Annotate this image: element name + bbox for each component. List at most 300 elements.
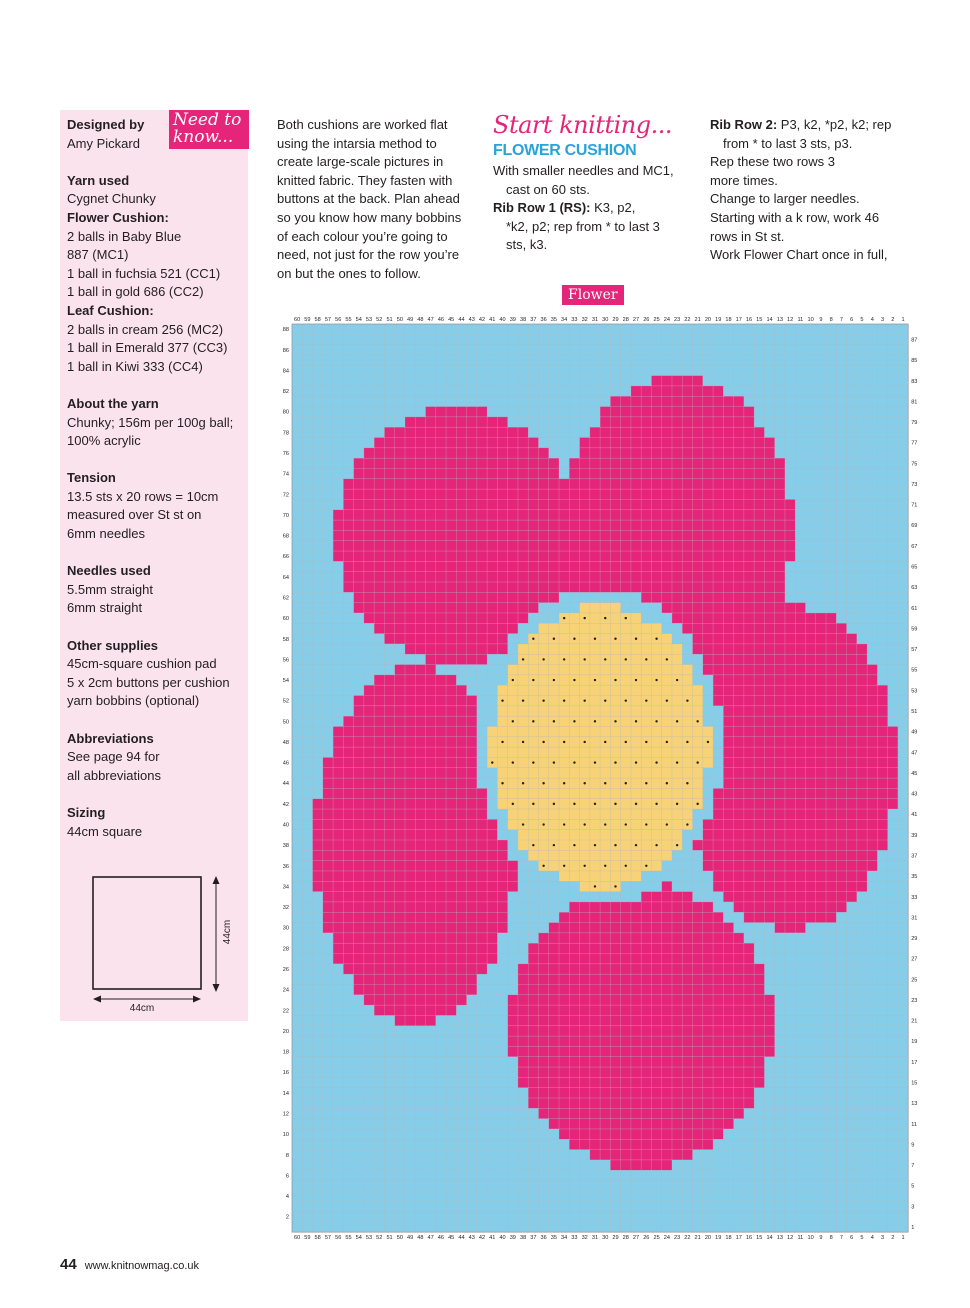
sidebar-line: See page 94 for bbox=[67, 749, 160, 765]
column-tick-label: 30 bbox=[602, 317, 609, 323]
sidebar-line: 1 ball in Emerald 377 (CC3) bbox=[67, 340, 228, 356]
row-tick-label: 7 bbox=[911, 1163, 915, 1170]
column-tick-label: 18 bbox=[725, 1235, 732, 1242]
column-tick-label: 57 bbox=[324, 1235, 332, 1242]
column-tick-label: 23 bbox=[674, 1235, 681, 1242]
row-tick-label: 5 bbox=[911, 1183, 915, 1190]
intro-line: Both cushions are worked flat bbox=[277, 117, 448, 132]
rib-row-2 bbox=[710, 116, 915, 135]
pattern-line: more times. bbox=[710, 172, 778, 188]
column-tick-label: 58 bbox=[314, 317, 321, 323]
column-tick-label: 42 bbox=[478, 1235, 486, 1242]
row-tick-label: 74 bbox=[282, 471, 289, 478]
column-tick-label: 29 bbox=[612, 1235, 619, 1242]
stitch-dot bbox=[676, 679, 678, 681]
row-tick-label: 16 bbox=[282, 1070, 289, 1077]
sidebar-line: Cygnet Chunky bbox=[67, 191, 156, 207]
stitch-dot bbox=[696, 720, 698, 722]
row-tick-label: 88 bbox=[282, 327, 289, 334]
row-tick-label: 54 bbox=[282, 678, 289, 685]
need-to-know-sidebar bbox=[60, 110, 248, 1021]
stitch-dot bbox=[655, 720, 657, 722]
intro-line: need, not just for the row you’re bbox=[277, 247, 460, 263]
stitch-dot bbox=[625, 617, 627, 619]
petal-run bbox=[333, 551, 795, 561]
row-tick-label: 4 bbox=[285, 1194, 289, 1201]
pattern-line: from * to last 3 sts, p3. bbox=[723, 135, 853, 151]
sidebar-line: 5.5mm straight bbox=[67, 581, 153, 597]
column-tick-label: 10 bbox=[807, 1235, 814, 1242]
row-tick-label: 68 bbox=[282, 533, 289, 540]
column-tick-label: 5 bbox=[860, 317, 864, 323]
row-tick-label: 41 bbox=[911, 812, 918, 819]
sidebar-line: 45cm-square cushion pad bbox=[67, 656, 217, 672]
column-tick-label: 40 bbox=[499, 317, 506, 323]
width-arrow-right-icon bbox=[193, 996, 201, 1003]
column-tick-label: 41 bbox=[489, 317, 496, 323]
stitch-dot bbox=[625, 865, 627, 867]
column-tick-label: 7 bbox=[839, 317, 844, 323]
row-tick-label: 84 bbox=[282, 368, 289, 375]
column-tick-label: 50 bbox=[396, 1235, 403, 1242]
row-tick-label: 75 bbox=[911, 461, 918, 468]
petal-run bbox=[693, 644, 868, 654]
row-tick-label: 20 bbox=[282, 1028, 289, 1035]
column-tick-label: 36 bbox=[540, 317, 547, 323]
sidebar-line bbox=[67, 618, 252, 637]
column-tick-label: 35 bbox=[550, 317, 558, 323]
stitch-dot bbox=[594, 761, 596, 763]
column-tick-label: 6 bbox=[850, 1235, 854, 1242]
column-tick-label: 10 bbox=[807, 317, 814, 323]
row-tick-label: 18 bbox=[282, 1049, 289, 1056]
column-tick-label: 40 bbox=[499, 1235, 506, 1242]
petal-run bbox=[723, 747, 898, 757]
column-tick-label: 39 bbox=[509, 317, 516, 323]
row-tick-label: 25 bbox=[911, 977, 918, 984]
petal-run bbox=[569, 458, 785, 468]
row-tick-label: 17 bbox=[911, 1059, 918, 1066]
column-tick-label: 54 bbox=[355, 317, 362, 323]
column-tick-label: 25 bbox=[653, 1235, 660, 1242]
sidebar-line: yarn bobbins (optional) bbox=[67, 693, 200, 709]
column-tick-label: 55 bbox=[345, 1235, 352, 1242]
column-tick-label: 22 bbox=[684, 317, 691, 323]
stitch-dot bbox=[512, 720, 514, 722]
petal-run bbox=[713, 809, 888, 819]
row-tick-label: 37 bbox=[911, 853, 918, 860]
stitch-dot bbox=[583, 699, 585, 701]
column-tick-label: 32 bbox=[581, 317, 588, 323]
column-tick-label: 43 bbox=[468, 317, 475, 323]
intro-line: using the intarsia method to bbox=[277, 135, 437, 151]
petal-run bbox=[590, 427, 765, 437]
petal-run bbox=[703, 861, 878, 871]
sidebar-line: 6mm straight bbox=[67, 600, 143, 616]
column-tick-label: 58 bbox=[314, 1235, 321, 1242]
pattern-line: With smaller needles and MC1, bbox=[493, 163, 674, 178]
column-tick-label: 28 bbox=[622, 1235, 629, 1242]
sidebar-line: 13.5 sts x 20 rows = 10cm bbox=[67, 488, 219, 504]
stitch-dot bbox=[594, 803, 596, 805]
stitch-dot bbox=[645, 823, 647, 825]
sidebar-line bbox=[67, 785, 252, 804]
stitch-dot bbox=[686, 741, 688, 743]
sidebar-heading: Flower Cushion: bbox=[67, 209, 169, 225]
petal-run bbox=[703, 850, 878, 860]
column-tick-label: 56 bbox=[335, 317, 342, 323]
sidebar-line: measured over St st on bbox=[67, 507, 202, 523]
stitch-dot bbox=[532, 720, 534, 722]
width-label: 44cm bbox=[129, 1003, 155, 1014]
row-tick-label: 57 bbox=[911, 647, 918, 654]
stitch-dot bbox=[676, 844, 678, 846]
column-tick-label: 28 bbox=[622, 317, 629, 323]
stitch-dot bbox=[522, 699, 524, 701]
stitch-dot bbox=[604, 741, 606, 743]
intro-line: knitted fabric. They fasten with bbox=[277, 172, 453, 188]
sidebar-heading: Tension bbox=[67, 470, 116, 486]
row-tick-label: 52 bbox=[282, 698, 289, 705]
row-tick-label: 65 bbox=[911, 564, 918, 571]
column-tick-label: 21 bbox=[694, 317, 701, 323]
stitch-dot bbox=[645, 741, 647, 743]
sidebar-heading: Other supplies bbox=[67, 637, 159, 653]
stitch-dot bbox=[583, 782, 585, 784]
row-tick-label: 23 bbox=[911, 997, 918, 1004]
stitch-dot bbox=[666, 658, 668, 660]
row-tick-label: 11 bbox=[911, 1121, 918, 1128]
column-tick-label: 37 bbox=[530, 317, 537, 323]
petal-run bbox=[713, 685, 888, 695]
stitch-dot bbox=[542, 658, 544, 660]
column-tick-label: 42 bbox=[478, 317, 486, 323]
row-tick-label: 85 bbox=[911, 358, 918, 365]
stitch-dot bbox=[542, 823, 544, 825]
column-tick-label: 48 bbox=[417, 317, 424, 323]
sidebar-line: 887 (MC1) bbox=[67, 247, 129, 263]
stitch-dot bbox=[614, 885, 616, 887]
column-tick-label: 59 bbox=[304, 317, 311, 323]
petal-run bbox=[343, 572, 785, 582]
column-tick-label: 11 bbox=[797, 1235, 804, 1242]
column-tick-label: 45 bbox=[448, 317, 455, 323]
petal-run bbox=[723, 768, 898, 778]
row-tick-label: 60 bbox=[282, 616, 289, 623]
column-tick-label: 60 bbox=[294, 1235, 301, 1242]
pattern-column-1 bbox=[493, 111, 698, 255]
column-tick-label: 4 bbox=[870, 317, 874, 323]
stitch-dot bbox=[542, 699, 544, 701]
column-tick-label: 53 bbox=[365, 317, 373, 323]
row-tick-label: 3 bbox=[911, 1204, 915, 1211]
stitch-dot bbox=[655, 638, 657, 640]
stitch-dot bbox=[604, 699, 606, 701]
stitch-dot bbox=[583, 865, 585, 867]
petal-run bbox=[580, 448, 775, 458]
row-tick-label: 87 bbox=[911, 337, 918, 344]
column-tick-label: 46 bbox=[437, 317, 445, 323]
stitch-dot bbox=[491, 761, 493, 763]
rib-row-2-text: P3, k2, *p2, k2; rep bbox=[777, 117, 892, 132]
stitch-dot bbox=[655, 761, 657, 763]
row-tick-label: 69 bbox=[911, 523, 918, 530]
column-tick-label: 37 bbox=[530, 1235, 537, 1242]
petal-run bbox=[343, 489, 785, 499]
column-tick-label: 15 bbox=[756, 317, 763, 323]
stitch-dot bbox=[635, 720, 637, 722]
row-tick-label: 53 bbox=[911, 688, 918, 695]
column-tick-label: 8 bbox=[829, 1235, 833, 1242]
pattern-line: *k2, p2; rep from * to last 3 bbox=[506, 218, 660, 234]
column-tick-label: 19 bbox=[715, 317, 722, 323]
petal-run bbox=[333, 530, 795, 540]
column-tick-label: 30 bbox=[602, 1235, 609, 1242]
row-tick-label: 73 bbox=[911, 481, 918, 488]
row-tick-label: 22 bbox=[282, 1008, 289, 1015]
petal-run bbox=[723, 778, 898, 788]
column-tick-label: 52 bbox=[376, 1235, 383, 1242]
petal-run bbox=[723, 726, 898, 736]
stitch-dot bbox=[573, 720, 575, 722]
column-tick-label: 35 bbox=[550, 1235, 558, 1242]
petal-run bbox=[713, 881, 867, 891]
sidebar-line bbox=[67, 153, 252, 172]
sidebar-line bbox=[67, 376, 252, 395]
row-tick-label: 43 bbox=[911, 791, 918, 798]
stitch-dot bbox=[501, 782, 503, 784]
page-number: 44 bbox=[60, 1256, 77, 1273]
stitch-dot bbox=[696, 761, 698, 763]
pattern-line: Change to larger needles. bbox=[710, 191, 860, 207]
column-tick-label: 7 bbox=[839, 1235, 844, 1242]
column-tick-label: 17 bbox=[735, 317, 742, 323]
column-tick-label: 24 bbox=[663, 1235, 670, 1242]
pattern-line: sts, k3. bbox=[506, 237, 548, 253]
column-tick-label: 11 bbox=[797, 317, 804, 323]
row-tick-label: 35 bbox=[911, 874, 918, 881]
stitch-dot bbox=[594, 679, 596, 681]
stitch-dot bbox=[666, 823, 668, 825]
petal-run bbox=[693, 840, 888, 850]
petal-run bbox=[703, 665, 878, 675]
stitch-dot bbox=[594, 720, 596, 722]
column-tick-label: 54 bbox=[355, 1235, 362, 1242]
sidebar-heading: Needles used bbox=[67, 563, 151, 579]
stitch-dot bbox=[512, 761, 514, 763]
column-tick-label: 1 bbox=[901, 1235, 905, 1242]
stitch-dot bbox=[614, 638, 616, 640]
stitch-dot bbox=[583, 658, 585, 660]
column-tick-label: 47 bbox=[427, 317, 434, 323]
column-tick-label: 9 bbox=[819, 317, 823, 323]
stitch-dot bbox=[563, 865, 565, 867]
sidebar-heading: About the yarn bbox=[67, 395, 159, 411]
petal-run bbox=[734, 902, 847, 912]
height-arrow-bottom-icon bbox=[213, 984, 220, 992]
stitch-dot bbox=[666, 741, 668, 743]
sidebar-line: 44cm square bbox=[67, 823, 143, 839]
stitch-dot bbox=[553, 803, 555, 805]
row-tick-label: 81 bbox=[911, 399, 918, 406]
stitch-dot bbox=[563, 617, 565, 619]
row-tick-label: 51 bbox=[911, 709, 918, 715]
row-tick-label: 67 bbox=[911, 543, 918, 550]
start-knitting-title: Start knitting... bbox=[493, 111, 672, 139]
column-tick-label: 14 bbox=[766, 1235, 773, 1242]
row-tick-label: 83 bbox=[911, 378, 918, 385]
stitch-dot bbox=[553, 679, 555, 681]
sidebar-line bbox=[67, 451, 252, 470]
rib-row-1-text: K3, p2, bbox=[590, 200, 636, 216]
stitch-dot bbox=[625, 823, 627, 825]
stitch-dot bbox=[614, 720, 616, 722]
petal-run bbox=[323, 768, 477, 778]
stitch-dot bbox=[635, 844, 637, 846]
row-tick-label: 46 bbox=[282, 760, 289, 767]
intro-line: buttons at the back. Plan ahead bbox=[277, 191, 460, 207]
column-tick-label: 47 bbox=[427, 1235, 434, 1242]
stitch-dot bbox=[563, 658, 565, 660]
sidebar-line: Amy Pickard bbox=[67, 135, 140, 151]
row-tick-label: 8 bbox=[285, 1152, 289, 1159]
sizing-diagram bbox=[60, 855, 248, 1015]
row-tick-label: 28 bbox=[282, 946, 289, 953]
petal-run bbox=[333, 541, 795, 551]
column-tick-label: 51 bbox=[386, 317, 393, 323]
petal-run bbox=[333, 520, 795, 530]
petal-run bbox=[631, 386, 723, 396]
petal-run bbox=[333, 510, 795, 520]
stitch-dot bbox=[686, 699, 688, 701]
row-tick-label: 2 bbox=[285, 1214, 289, 1221]
column-tick-label: 33 bbox=[571, 317, 578, 323]
row-tick-label: 24 bbox=[282, 987, 289, 994]
column-tick-label: 53 bbox=[365, 1235, 373, 1242]
stitch-dot bbox=[594, 885, 596, 887]
row-tick-label: 77 bbox=[911, 440, 918, 447]
petal-run bbox=[580, 438, 775, 448]
stitch-dot bbox=[686, 782, 688, 784]
column-tick-label: 41 bbox=[489, 1235, 496, 1242]
rib-row-1 bbox=[493, 199, 698, 218]
column-tick-label: 12 bbox=[786, 1235, 794, 1242]
row-tick-label: 31 bbox=[911, 915, 918, 922]
column-tick-label: 60 bbox=[294, 317, 301, 323]
height-arrow-top-icon bbox=[213, 876, 220, 884]
petal-run bbox=[323, 757, 477, 767]
column-tick-label: 34 bbox=[561, 1235, 568, 1242]
row-tick-label: 50 bbox=[282, 719, 289, 726]
row-tick-label: 80 bbox=[282, 409, 289, 416]
stitch-dot bbox=[604, 617, 606, 619]
stitch-dot bbox=[563, 823, 565, 825]
row-tick-label: 36 bbox=[282, 863, 289, 870]
sidebar-line: all abbreviations bbox=[67, 767, 161, 783]
row-tick-label: 55 bbox=[911, 667, 918, 674]
petal-run bbox=[610, 396, 744, 406]
stitch-dot bbox=[707, 741, 709, 743]
row-tick-label: 6 bbox=[285, 1173, 289, 1180]
column-tick-label: 5 bbox=[860, 1235, 864, 1242]
column-tick-label: 13 bbox=[776, 317, 783, 323]
stitch-dot bbox=[635, 679, 637, 681]
row-tick-label: 86 bbox=[282, 347, 289, 354]
column-tick-label: 17 bbox=[735, 1235, 742, 1242]
column-tick-label: 16 bbox=[745, 1235, 753, 1242]
row-tick-label: 39 bbox=[911, 832, 918, 839]
sidebar-line: Chunky; 156m per 100g ball; bbox=[67, 414, 234, 430]
stitch-dot bbox=[522, 658, 524, 660]
row-tick-label: 32 bbox=[282, 905, 289, 912]
petal-run bbox=[313, 799, 488, 809]
stitch-dot bbox=[604, 823, 606, 825]
column-tick-label: 44 bbox=[458, 1235, 465, 1242]
sidebar-line: 2 balls in Baby Blue bbox=[67, 228, 182, 244]
petal-run bbox=[343, 716, 477, 726]
stitch-dot bbox=[553, 638, 555, 640]
row-tick-label: 78 bbox=[282, 430, 289, 437]
row-tick-label: 15 bbox=[911, 1080, 918, 1087]
row-tick-label: 71 bbox=[911, 502, 918, 509]
petal-run bbox=[343, 479, 785, 489]
row-tick-label: 70 bbox=[282, 512, 289, 519]
column-tick-label: 59 bbox=[304, 1235, 311, 1242]
stitch-dot bbox=[635, 803, 637, 805]
row-tick-label: 34 bbox=[282, 884, 289, 891]
stitch-dot bbox=[512, 803, 514, 805]
stitch-dot bbox=[542, 782, 544, 784]
petal-run bbox=[569, 468, 785, 478]
stitch-dot bbox=[512, 679, 514, 681]
stitch-dot bbox=[645, 699, 647, 701]
stitch-dot bbox=[583, 617, 585, 619]
sidebar-heading: Sizing bbox=[67, 804, 106, 820]
stitch-dot bbox=[655, 679, 657, 681]
row-tick-label: 10 bbox=[282, 1132, 289, 1139]
column-tick-label: 23 bbox=[674, 317, 681, 323]
column-tick-label: 20 bbox=[704, 1235, 712, 1242]
stitch-dot bbox=[614, 803, 616, 805]
stitch-dot bbox=[655, 844, 657, 846]
column-tick-label: 3 bbox=[880, 1235, 885, 1242]
sidebar-line: 1 ball in fuchsia 521 (CC1) bbox=[67, 265, 221, 281]
column-tick-label: 4 bbox=[870, 1235, 874, 1242]
rib-row-2-label: Rib Row 2: bbox=[710, 117, 778, 132]
column-tick-label: 49 bbox=[406, 1235, 414, 1242]
sidebar-line: 1 ball in gold 686 (CC2) bbox=[67, 284, 204, 300]
column-tick-label: 34 bbox=[561, 317, 568, 323]
sidebar-heading: Yarn used bbox=[67, 172, 130, 188]
column-tick-label: 3 bbox=[880, 317, 885, 323]
stitch-dot bbox=[583, 741, 585, 743]
row-tick-label: 19 bbox=[911, 1039, 918, 1046]
stitch-dot bbox=[573, 761, 575, 763]
stitch-dot bbox=[614, 679, 616, 681]
sidebar-line: 2 balls in cream 256 (MC2) bbox=[67, 321, 224, 337]
column-tick-label: 25 bbox=[653, 317, 660, 323]
column-tick-label: 49 bbox=[406, 317, 414, 323]
column-tick-label: 36 bbox=[540, 1235, 547, 1242]
column-tick-label: 50 bbox=[396, 317, 403, 323]
pattern-line: rows in St st. bbox=[710, 228, 785, 244]
column-tick-label: 15 bbox=[756, 1235, 763, 1242]
row-tick-label: 21 bbox=[911, 1018, 918, 1025]
stitch-dot bbox=[522, 741, 524, 743]
row-tick-label: 61 bbox=[911, 605, 918, 612]
column-tick-label: 14 bbox=[766, 317, 773, 323]
row-tick-label: 72 bbox=[282, 492, 289, 499]
